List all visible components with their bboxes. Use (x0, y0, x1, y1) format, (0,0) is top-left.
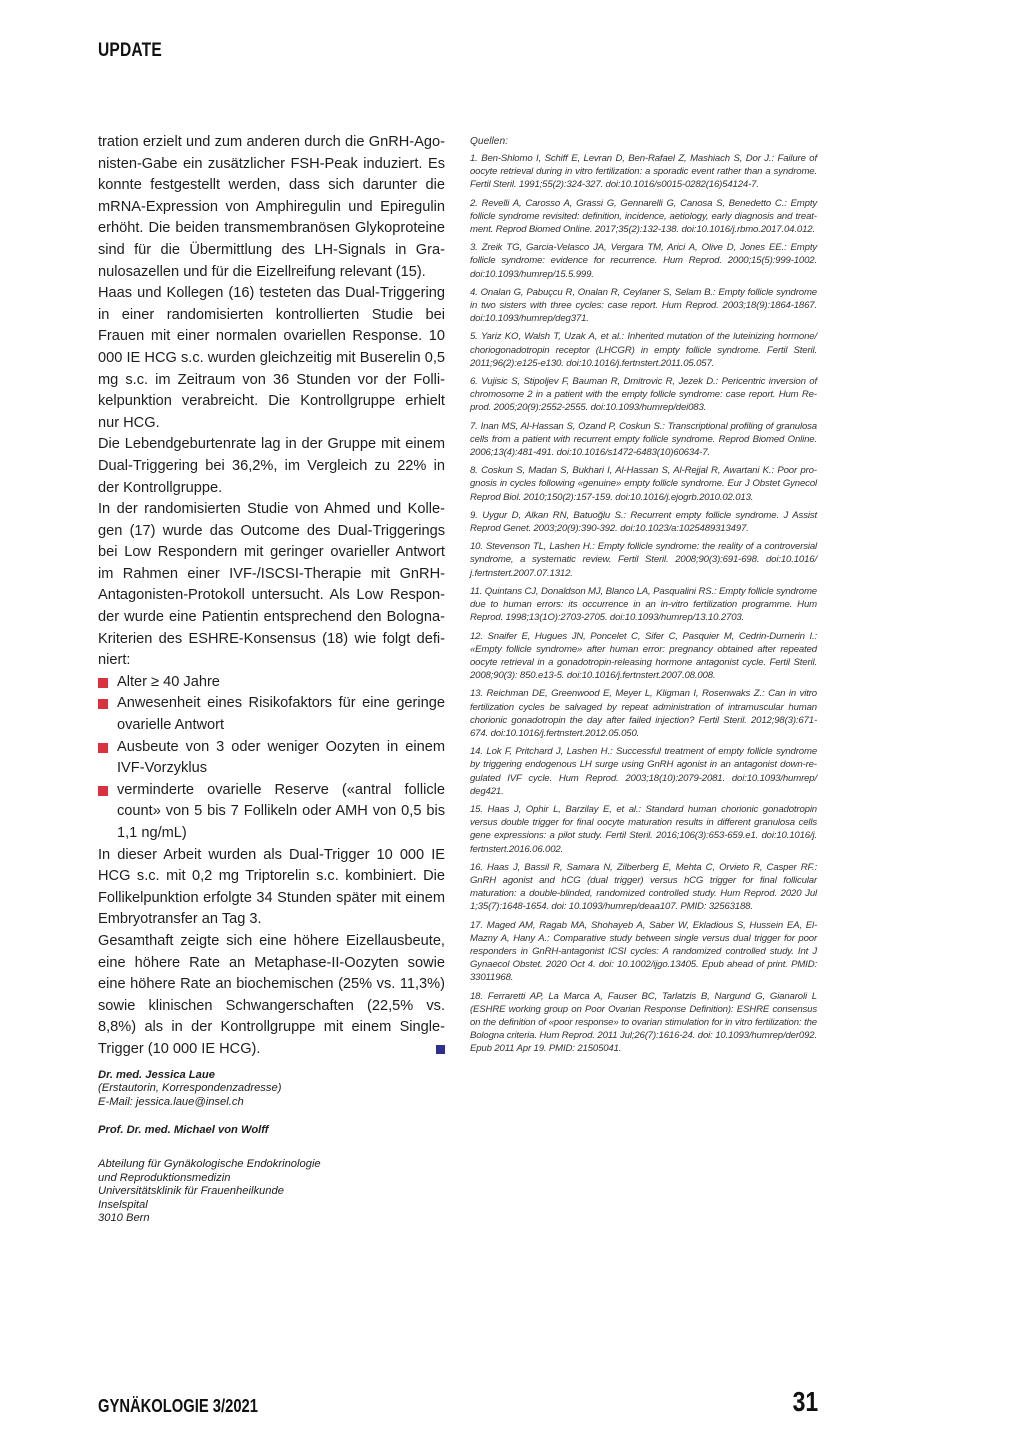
page-number: 31 (792, 1386, 818, 1417)
reference-item: 7. Inan MS, Al-Hassan S, Ozand P, Coskun S.: Transcriptional profiling of granulosa cells from a patient with recurrent empty follicle syndrome. Reprod Biomed Online. 2006;13(4):481-491. doi:10.1016/s1472-6483(10)60634-7. (470, 420, 817, 459)
reference-item: 12. Snaifer E, Hugues JN, Poncelet C, Sifer C, Pasquier M, Cedrin-Durnerin I.: «Empty follicle syndrome» after human error: pregnancy obtained after repeated oocyte retrieval in a gonadotropin-releasing hormone antagonist cycle. Fertil Steril. 2008;90(3): 850.e13-5. doi:10.1016/j.fertnstert.2007.08.008. (470, 630, 817, 682)
reference-item: 9. Uygur D, Alkan RN, Batuoğlu S.: Recurrent empty follicle syndrome. J Assist Reprod Genet. 2003;20(9):390-392. doi:10.1023/a:1025489313497. (470, 509, 817, 535)
paragraph: Haas und Kollegen (16) testeten das Dual-Triggering in einer randomisierten kontrollierten Studie bei Frauen mit einer normalen ovariellen Response. 10 000 IE HCG s.c. wurden gleichzeitig mit Buserelin 0,5 mg s.c. im Zeitraum von 36 Stunden vor der Follikelpunktion verabreicht. Die Kontrollgruppe erhielt nur HCG. (98, 285, 445, 431)
author-email: E-Mail: jessica.laue@insel.ch (98, 1095, 244, 1108)
paragraph: In dieser Arbeit wurden als Dual-Trigger 10 000 IE HCG s.c. mit 0,2 mg Triptorelin s.c. kombiniert. Die Follikelpunktion erfolgte 34 Stunden später mit einem Embryotransfer an Tag 3. (98, 846, 445, 928)
reference-item: 16. Haas J, Bassil R, Samara N, Zilberberg E, Mehta C, Orvieto R, Casper RF.: GnRH agonist and hCG (dual trigger) versus hCG trigger for final follicular maturation: a double-blinded, randomized controlled study. Hum Reprod. 2020 Jul 1;35(7):1648-1654. doi: 10.1093/humrep/deaa107. PMID: 32563188. (470, 861, 817, 913)
reference-item: 8. Coskun S, Madan S, Bukhari I, Al-Hassan S, Al-Rejjal R, Awartani K.: Poor prognosis in cycles following «genuine» empty follicle syndrome. Eur J Obstet Gynecol Reprod Biol. 2010;150(2):157-159. doi:10.1016/j.ejogrb.2010.02.013. (470, 465, 817, 503)
affiliation-line: Universitätsklinik für Frauenheilkunde (98, 1185, 284, 1198)
author-name: Dr. med. Jessica Laue (98, 1068, 215, 1081)
reference-item: 2. Revelli A, Carosso A, Grassi G, Gennarelli G, Canosa S, Benedetto C.: Empty follicle syndrome revisited: definition, incidence, aetiology, early diagnosis and treatment. Reprod Biomed Online. 2017;35(2):132-138. doi:10.1016/j.rbmo.2017.04.012. (470, 197, 817, 236)
section-label: UPDATE (98, 40, 162, 61)
reference-item: 18. Ferraretti AP, La Marca A, Fauser BC, Tarlatzis B, Nargund G, Gianaroli L (ESHRE working group on Poor Ovarian Response Definition): ESHRE consensus on the definition of «poor response» to ovarian stimulation for in vitro fertilization: the Bologna criteria. Hum Reprod. 2011 Jul;26(7):1616-24. doi: 10.1093/humrep/der092. Epub 2011 Apr 19. PMID: 21505041. (470, 990, 817, 1055)
reference-item: 15. Haas J, Ophir L, Barzilay E, et al.: Standard human chorionic gonadotropin versus double trigger for final oocyte maturation results in different granulosa cells gene expressions: a pilot study. Fertil Steril. 2016;106(3):653-659.e1. doi:10.1016/j. fertnstert.2016.06.002. (470, 803, 817, 855)
paragraph: tration erzielt und zum anderen durch die GnRH-Agonisten-Gabe ein zusätzlicher FSH-Peak induziert. Es konnte festgestellt werden, dass sich darunter die mRNA-Expression von Amphiregulin und Epiregulin erhöht. Die beiden transmembranösen Glykoproteine sind für die Übermittlung des LH-Signals in Granulosazellen und für die Eizellreifung relevant (15). (98, 134, 445, 280)
list-item: Alter ≥ 40 Jahre (98, 672, 445, 694)
author-block (98, 1069, 445, 1226)
journal-issue: GYNÄKOLOGIE 3/2021 (98, 1396, 258, 1416)
paragraph: Die Lebendgeburtenrate lag in der Gruppe mit einem Dual-Triggering bei 36,2%, im Vergleich zu 22% in der Kontrollgruppe. (98, 436, 445, 496)
paragraph: In der randomisierten Studie von Ahmed und Kollegen (17) wurde das Outcome des Dual-Triggerings bei Low Respondern mit geringer ovarieller Antwort im Rahmen einer IVF-/ISCSI-Therapie mit GnRH-Antagonisten-Protokoll untersucht. Als Low Responder wurde eine Patientin entsprechend den Bologna-Kriterien des ESHRE-Konsensus (18) wie folgt definiert: (98, 501, 445, 669)
author-role: (Erstautorin, Korrespondenzadresse) (98, 1082, 282, 1095)
reference-item: 1. Ben-Shlomo I, Schiff E, Levran D, Ben-Rafael Z, Mashiach S, Dor J.: Failure of oocyte retrieval during in vitro fertilization: a sporadic event rather than a syndrome. Fertil Steril. 1991;55(2):324-327. doi:10.1016/s0015-0282(16)54124-7. (470, 153, 817, 191)
reference-item: 4. Onalan G, Pabuçcu R, Onalan R, Ceylaner S, Selam B.: Empty follicle syndrome in two sisters with three cycles: case report. Hum Reprod. 2003;18(9):1864-1867. doi:10.1093/humrep/deg371. (470, 286, 817, 325)
bullet-square-icon (98, 743, 108, 753)
references-heading: Quellen: (470, 136, 508, 147)
list-item: verminderte ovarielle Reserve («antral follicle count» von 5 bis 7 Follikeln oder AMH von 0,5 bis 1,1 ng/mL) (98, 780, 445, 845)
reference-item: 17. Maged AM, Ragab MA, Shohayeb A, Saber W, Ekladious S, Hussein EA, El-Mazny A, Hany A.: Comparative study between single versus dual trigger for poor responders in GnRH-antagonist ICSI cycles: A randomized controlled study. Int J Gynaecol Obstet. 2020 Oct 4. doi: 10.1002/ijgo.13405. Epub ahead of print. PMID: 33011968. (470, 919, 817, 984)
paragraph: Gesamthaft zeigte sich eine höhere Eizellausbeute, eine höhere Rate an Metaphase-II-Oozyten sowie eine höhere Rate an biochemischen (25% vs. 11,3%) sowie klinischen Schwangerschaften (22,5% vs. 8,8%) als in der Kontrollgruppe mit einem Single-Trigger (10 000 IE HCG). (98, 932, 445, 1057)
article-body (98, 132, 445, 1226)
affiliation-line: Inselspital (98, 1198, 148, 1211)
list-item: Anwesenheit eines Risikofaktors für eine geringe ovarielle Antwort (98, 693, 445, 736)
reference-item: 10. Stevenson TL, Lashen H.: Empty follicle syndrome: the reality of a controversial syndrome, a systematic review. Fertil Steril. 2008;90(3):691-698. doi:10.1016/ j.fertnstert.2007.07.1312. (470, 541, 817, 579)
reference-item: 13. Reichman DE, Greenwood E, Meyer L, Kligman I, Rosenwaks Z.: Can in vitro fertilization cycles be salvaged by repeat administration of intramuscular human chorionic gonadotropin the day after failed injection? Fertil Steril. 2012;98(3):671-674. doi:10.1016/j.fertnstert.2012.05.050. (470, 688, 817, 739)
references (470, 136, 817, 1061)
end-of-article-icon (436, 1045, 445, 1054)
list-item: Ausbeute von 3 oder weniger Oozyten in einem IVF-Vorzyklus (98, 737, 445, 780)
affiliation-line: Abteilung für Gynäkologische Endokrinologie (98, 1157, 321, 1170)
reference-item: 3. Zreik TG, Garcia-Velasco JA, Vergara TM, Arici A, Olive D, Jones EE.: Empty follicle syndrome: evidence for recurrence. Hum Reprod. 2000;15(5):999-1002. doi:10.1093/humrep/15.5.999. (470, 242, 817, 280)
reference-item: 5. Yariz KO, Walsh T, Uzak A, et al.: Inherited mutation of the luteinizing hormone/ choriogonadotropin receptor (LHCGR) in empty follicle syndrome. Fertil Steril. 2011;96(2):e125-e130. doi:10.1016/j.fertnstert.2011.05.057. (470, 331, 817, 369)
affiliation-line: und Reproduktionsmedizin (98, 1171, 231, 1184)
reference-item: 11. Quintans CJ, Donaldson MJ, Blanco LA, Pasqualini RS.: Empty follicle syndrome due to human errors: its occurrence in an in-vitro fertilization programme. Hum Reprod. 1998;13(1O):2703-2705. doi:10.1093/humrep/13.10.2703. (470, 585, 817, 624)
bullet-square-icon (98, 678, 108, 688)
criteria-list (98, 672, 445, 845)
reference-item: 6. Vujisic S, Stipoljev F, Bauman R, Dmitrovic R, Jezek D.: Pericentric inversion of chromosome 2 in a patient with the empty follicle syndrome: case report. Hum Reprod. 2005;20(9):2552-2555. doi:10.1093/humrep/dei083. (470, 376, 817, 414)
bullet-square-icon (98, 699, 108, 709)
affiliation-line: 3010 Bern (98, 1212, 150, 1225)
author-name: Prof. Dr. med. Michael von Wolff (98, 1124, 269, 1137)
reference-item: 14. Lok F, Pritchard J, Lashen H.: Successful treatment of empty follicle syndrome by triggering endogenous LH surge using GnRH agonist in an antagonist down-regulated IVF cycle. Hum Reprod. 2003;18(10):2079-2081. doi:10.1093/humrep/ deg421. (470, 746, 817, 797)
bullet-square-icon (98, 786, 108, 796)
